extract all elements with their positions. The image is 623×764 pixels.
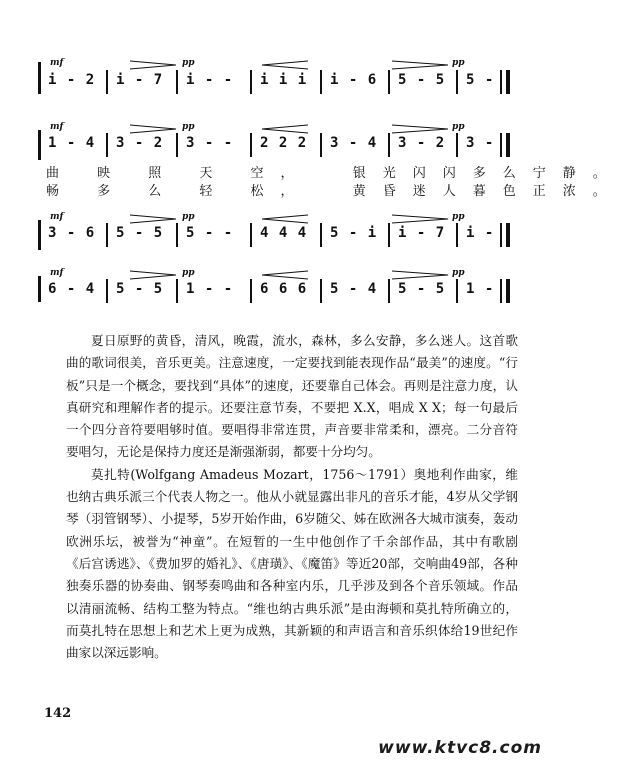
barline: [500, 279, 502, 303]
staff-row: [44, 281, 524, 303]
decrescendo-hairpin: [130, 60, 178, 70]
barline: [320, 223, 322, 247]
barline: [320, 70, 322, 94]
dynamic-pp: pp: [452, 268, 465, 278]
barline: [250, 70, 252, 94]
staff-bracket: [38, 220, 41, 250]
decrescendo-hairpin: [392, 124, 450, 134]
barline: [250, 223, 252, 247]
staff-bracket: [38, 276, 41, 302]
decrescendo-hairpin: [130, 270, 178, 280]
final-barline: [506, 133, 510, 157]
final-barline: [506, 70, 510, 94]
measure: 5 - 4: [330, 281, 378, 297]
barline: [500, 133, 502, 157]
paragraph: 莫扎特(Wolfgang Amadeus Mozart，1756～1791）奥地利作曲家，维也纳古典乐派三个代表人物之一。他从小就显露出非凡的音乐才能，4岁从父学钢琴（羽管钢琴）、小提琴，5岁开始作曲，6岁随父、姊在欧洲各大城市演奏，轰动欧洲乐坛，被誉为“神童”。在短暂的一生中他创作了千余部作品，其中有歌剧《后宫诱逃》、《费加罗的婚礼》、《唐璜》、《魔笛》等近20部，交响曲49部，各种独奏乐器的协奏曲、钢琴奏鸣曲和各种室内乐，几乎涉及到各个音乐领域。作品以清丽流畅、结构工整为特点。“维也纳古典乐派”是由海顿和莫扎特所确立的，而莫扎特在思想上和艺术上更为成熟，其新颖的和声语言和音乐织体给19世纪作曲家以深远影响。: [66, 466, 518, 661]
measure: 3 - 2: [398, 135, 446, 151]
measure: 2 2 2: [260, 135, 308, 151]
barline: [250, 279, 252, 303]
barline: [456, 133, 458, 157]
barline: [176, 70, 178, 94]
barline: [176, 279, 178, 303]
staff-row: [44, 225, 524, 247]
barline: [320, 279, 322, 303]
barline: [106, 70, 108, 94]
decrescendo-hairpin: [130, 214, 178, 224]
barline: [176, 133, 178, 157]
barline: [106, 279, 108, 303]
barline: [456, 223, 458, 247]
lyric-line: 曲 映 照 天 空， 银光闪闪多么宁静。: [46, 166, 623, 181]
dynamic-mf: mf: [50, 58, 64, 68]
dynamic-pp: pp: [452, 122, 465, 132]
page-number: 142: [44, 706, 72, 721]
decrescendo-hairpin: [130, 124, 178, 134]
staff-bracket: [38, 130, 41, 160]
dynamic-mf: mf: [50, 268, 64, 278]
measure: 3 - 6: [48, 225, 96, 241]
measure: i - 7: [116, 72, 164, 88]
dynamic-pp: pp: [452, 212, 465, 222]
crescendo-hairpin: [260, 60, 310, 70]
barline: [388, 70, 390, 94]
measure: 5 -: [466, 72, 495, 88]
measure: 1 - 4: [48, 135, 96, 151]
measure: i -: [466, 225, 495, 241]
crescendo-hairpin: [260, 124, 310, 134]
dynamic-mf: mf: [50, 212, 64, 222]
dynamic-mf: mf: [50, 122, 64, 132]
measure: 5 - i: [330, 225, 378, 241]
measure: 1 -: [466, 281, 495, 297]
barline: [106, 133, 108, 157]
measure: 3 - 4: [330, 135, 378, 151]
decrescendo-hairpin: [392, 60, 450, 70]
barline: [500, 70, 502, 94]
measure: 6 6 6: [260, 281, 308, 297]
measure: i - 7: [398, 225, 446, 241]
measure: 3 - -: [186, 135, 234, 151]
lyric-line: 畅 多 么 轻 松， 黄昏迷人暮色正浓。: [46, 184, 623, 199]
measure: 6 - 4: [48, 281, 96, 297]
crescendo-hairpin: [260, 270, 310, 280]
dynamic-pp: pp: [182, 212, 195, 222]
music-score: [0, 0, 623, 310]
decrescendo-hairpin: [392, 270, 450, 280]
measure: i i i: [260, 72, 308, 88]
final-barline: [506, 223, 510, 247]
measure: i - 2: [48, 72, 96, 88]
barline: [106, 223, 108, 247]
barline: [320, 133, 322, 157]
dynamic-pp: pp: [182, 268, 195, 278]
final-barline: [506, 279, 510, 303]
barline: [388, 223, 390, 247]
measure: 5 - 5: [116, 225, 164, 241]
measure: 3 - 2: [116, 135, 164, 151]
crescendo-hairpin: [260, 214, 310, 224]
measure: 1 - -: [186, 281, 234, 297]
barline: [176, 223, 178, 247]
measure: 3 -: [466, 135, 495, 151]
barline: [456, 70, 458, 94]
staff-row: [44, 72, 524, 94]
measure: 5 - 5: [398, 72, 446, 88]
barline: [388, 133, 390, 157]
staff-bracket: [38, 62, 41, 94]
barline: [456, 279, 458, 303]
barline: [250, 133, 252, 157]
measure: 5 - -: [186, 225, 234, 241]
dynamic-pp: pp: [452, 58, 465, 68]
paragraph: 夏日原野的黄昏，清风，晚霞，流水，森林，多么安静，多么迷人。这首歌曲的歌词很美，音乐更美。注意速度，一定要找到能表现作品“最美”的速度。“行板”只是一个概念，要找到“具体”的速度，还要靠自己体会。再则是注意力度，认真研究和理解作者的提示。还要注意节奏，不要把 X.X，唱成 X X；每一句最后一个四分音符要唱够时值。要唱得非常连贯，声音要非常柔和，漂亮。二分音符要唱匀，无论是保持力度还是渐强渐弱，都要十分均匀。: [66, 333, 518, 460]
watermark: www.ktvc8.com: [378, 738, 542, 758]
decrescendo-hairpin: [392, 214, 450, 224]
dynamic-pp: pp: [182, 58, 195, 68]
barline: [388, 279, 390, 303]
measure: i - -: [186, 72, 234, 88]
dynamic-pp: pp: [182, 122, 195, 132]
measure: 4 4 4: [260, 225, 308, 241]
staff-row: [44, 135, 524, 157]
body-text: [66, 330, 518, 664]
barline: [500, 223, 502, 247]
measure: 5 - 5: [398, 281, 446, 297]
measure: i - 6: [330, 72, 378, 88]
measure: 5 - 5: [116, 281, 164, 297]
